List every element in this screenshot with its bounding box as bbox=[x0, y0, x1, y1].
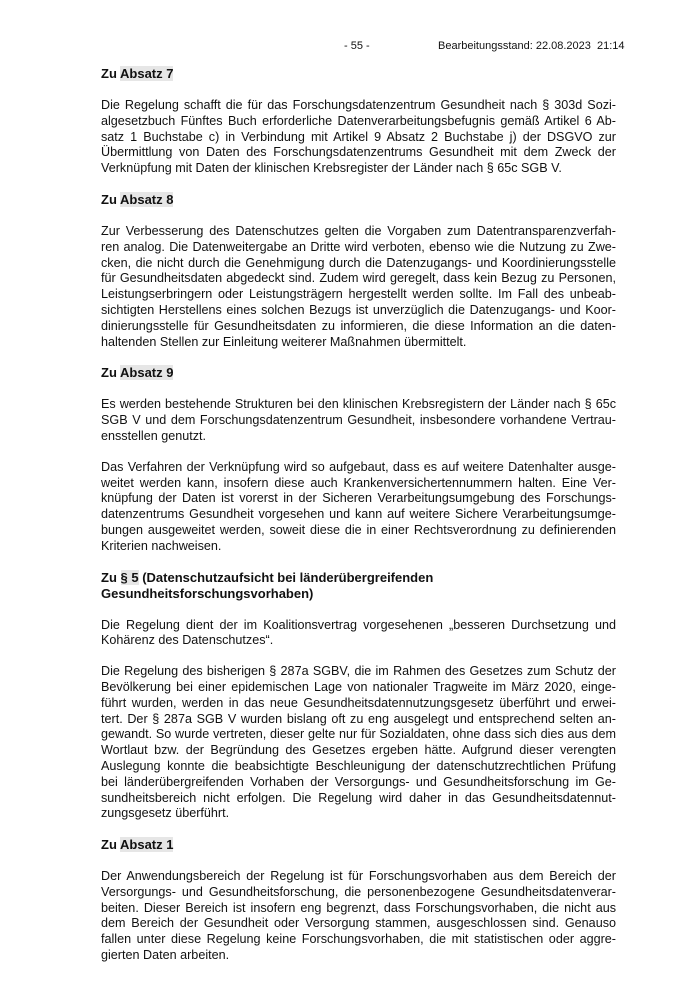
text-line: Auslegung konnte die beabsichtigte Beschleunigung der datenschutzrechtlichen Prüfung bbox=[101, 758, 616, 773]
text-line: sundheitsbereich nicht erfolgen. Die Regelung wird daher in das Gesundheitsdatennut- bbox=[101, 790, 616, 805]
paragraph bbox=[101, 460, 616, 555]
text-line: Übermittlung von Daten des Forschungsdatenzentrums Gesundheit mit dem Zweck der bbox=[101, 145, 616, 160]
text-line: haltenden Stellen zur Einleitung weiterer Maßnahmen übermittelt. bbox=[101, 334, 467, 349]
text-line: Der Anwendungsbereich der Regelung ist für Forschungsvorhaben aus dem Bereich der bbox=[101, 869, 616, 884]
section-heading bbox=[101, 570, 616, 602]
text-line: ren analog. Die Datenweitergabe an Dritte wird verboten, ebenso wie die Nutzung zu Zwe- bbox=[101, 239, 616, 254]
text-line: fallen unter diese Regelung keine Forschungsvorhaben, die mit statistischen oder aggre- bbox=[101, 932, 616, 947]
document-body bbox=[101, 66, 616, 979]
text-line: Verknüpfung mit Daten der klinischen Krebsregister der Länder nach § 65c SGB V. bbox=[101, 161, 562, 176]
text-line: bungen ausgeweitet werden, soweit diese die in einer Rechtsverordnung zu definierenden bbox=[101, 522, 616, 537]
text-line: dinierungsstelle für Gesundheitsdaten zu informieren, die diese Information an die daten- bbox=[101, 318, 616, 333]
heading-prefix: Zu bbox=[101, 569, 121, 585]
paragraph bbox=[101, 98, 616, 177]
text-line: gewandt. So wurde vertreten, dieser gelte nur für Sozialdaten, ohne dass sich dies aus dem bbox=[101, 727, 616, 742]
heading-reference: Absatz 7 bbox=[120, 66, 174, 81]
text-line: Die Regelung des bisherigen § 287a SGBV, die im Rahmen des Gesetzes zum Schutz der bbox=[101, 664, 616, 679]
heading-prefix: Zu bbox=[101, 66, 121, 81]
text-line: Die Regelung schafft die für das Forschungsdatenzentrum Gesundheit nach § 303d Sozi- bbox=[101, 98, 616, 112]
text-line: Kohärenz des Datenschutzes“. bbox=[101, 633, 274, 648]
heading-prefix: Zu bbox=[101, 191, 121, 207]
text-line: gierten Daten arbeiten. bbox=[101, 948, 230, 963]
text-line: satz 1 Buchstabe c) in Verbindung mit Artikel 9 Absatz 2 Buchstabe j) der DSGVO zur bbox=[101, 129, 616, 144]
page-header bbox=[0, 40, 700, 56]
paragraph bbox=[101, 618, 616, 650]
section-heading bbox=[101, 837, 616, 853]
text-line: Versorgungs- und Gesundheitsforschung, die personenbezogene Gesundheitsdatenverar- bbox=[101, 884, 616, 899]
text-line: Die Regelung dient der im Koalitionsvertrag vorgesehenen „besseren Durchsetzung und bbox=[101, 617, 616, 632]
text-line: cken, die nicht durch die Genehmigung durch die Datenzugangs- und Koordinierungsstelle bbox=[101, 255, 616, 270]
heading-reference: § 5 bbox=[120, 569, 139, 585]
text-line: beiten. Dieser Bereich ist insofern eng begrenzt, dass Forschungsvorhaben, die nicht aus bbox=[101, 900, 616, 915]
heading-prefix: Zu bbox=[101, 837, 121, 853]
text-line: dem Bereich der Gesundheit oder Versorgung stammen, ausgeschlossen sind. Genauso bbox=[101, 916, 616, 931]
paragraph bbox=[101, 869, 616, 964]
text-line: zungsgesetz überführt. bbox=[101, 806, 230, 821]
edit-status: Bearbeitungsstand: 22.08.2023 21:14 bbox=[438, 40, 625, 52]
text-line: ensstellen genutzt. bbox=[101, 428, 207, 443]
text-line: bei länderübergreifenden Vorhaben der Versorgungs- und Gesundheitsforschung im Ge- bbox=[101, 774, 616, 789]
text-line: algesetzbuch Fünftes Buch erforderliche Datenverarbeitungsbefugnis gemäß Artikel 6 Ab- bbox=[101, 113, 616, 128]
text-line: weitet werden kann, insofern diese auch Krankenversichertennummern halten. Eine Ver- bbox=[101, 475, 616, 490]
text-line: Leistungserbringern oder Leistungsträgern hergestellt werden sollte. Im Fall des unbeab- bbox=[101, 287, 616, 302]
text-line: Kriterien nachweisen. bbox=[101, 538, 222, 553]
heading-line-2: Gesundheitsforschungsvorhaben) bbox=[101, 585, 314, 601]
section-heading bbox=[101, 66, 616, 82]
section-heading bbox=[101, 365, 616, 381]
paragraph bbox=[101, 664, 616, 822]
text-line: Wortlaut bzw. der Begründung des Gesetzes ergeben hätte. Aufgrund dieser verengten bbox=[101, 743, 616, 758]
text-line: tert. Der § 287a SGB V wurden bislang oft zu eng ausgelegt und entsprechend selten an- bbox=[101, 711, 616, 726]
paragraph bbox=[101, 397, 616, 444]
text-line: Das Verfahren der Verknüpfung wird so aufgebaut, dass es auf weitere Datenhalter ausge- bbox=[101, 459, 616, 474]
text-line: SGB V und dem Forschungsdatenzentrum Gesundheit, insbesondere vorhandene Vertrau- bbox=[101, 413, 616, 428]
text-line: Bevölkerung bei einer epidemischen Lage von nationaler Tragweite im März 2020, einge- bbox=[101, 679, 616, 694]
heading-reference: Absatz 1 bbox=[120, 837, 174, 853]
page-number: - 55 - bbox=[344, 40, 370, 52]
paragraph bbox=[101, 224, 616, 350]
section-heading bbox=[101, 192, 616, 208]
text-line: Es werden bestehende Strukturen bei den klinischen Krebsregistern der Länder nach § 65c bbox=[101, 397, 616, 412]
heading-suffix: (Datenschutzaufsicht bei länderübergreifenden bbox=[138, 569, 434, 585]
text-line: sichtigten Herstellens eines solchen Bezugs ist unverzüglich die Datenzugangs- und Koor- bbox=[101, 302, 616, 317]
heading-reference: Absatz 9 bbox=[120, 365, 174, 381]
text-line: für Gesundheitsdaten abgedeckt sind. Zudem wird geregelt, dass kein Bezug zu Personen, bbox=[101, 271, 616, 286]
heading-prefix: Zu bbox=[101, 365, 121, 381]
text-line: führt wurden, werden in das neue Gesundheitsdatennutzungsgesetz überführt und erwei- bbox=[101, 695, 616, 710]
heading-reference: Absatz 8 bbox=[120, 191, 174, 207]
text-line: knüpfung der Daten ist vorerst in der Sicheren Verarbeitungsumgebung des Forschungs- bbox=[101, 491, 616, 506]
text-line: datenzentrums Gesundheit vorgesehen und kann auf weitere Sichere Verarbeitungsumge- bbox=[101, 507, 616, 522]
text-line: Zur Verbesserung des Datenschutzes gelten die Vorgaben zum Datentransparenzverfah- bbox=[101, 223, 616, 238]
